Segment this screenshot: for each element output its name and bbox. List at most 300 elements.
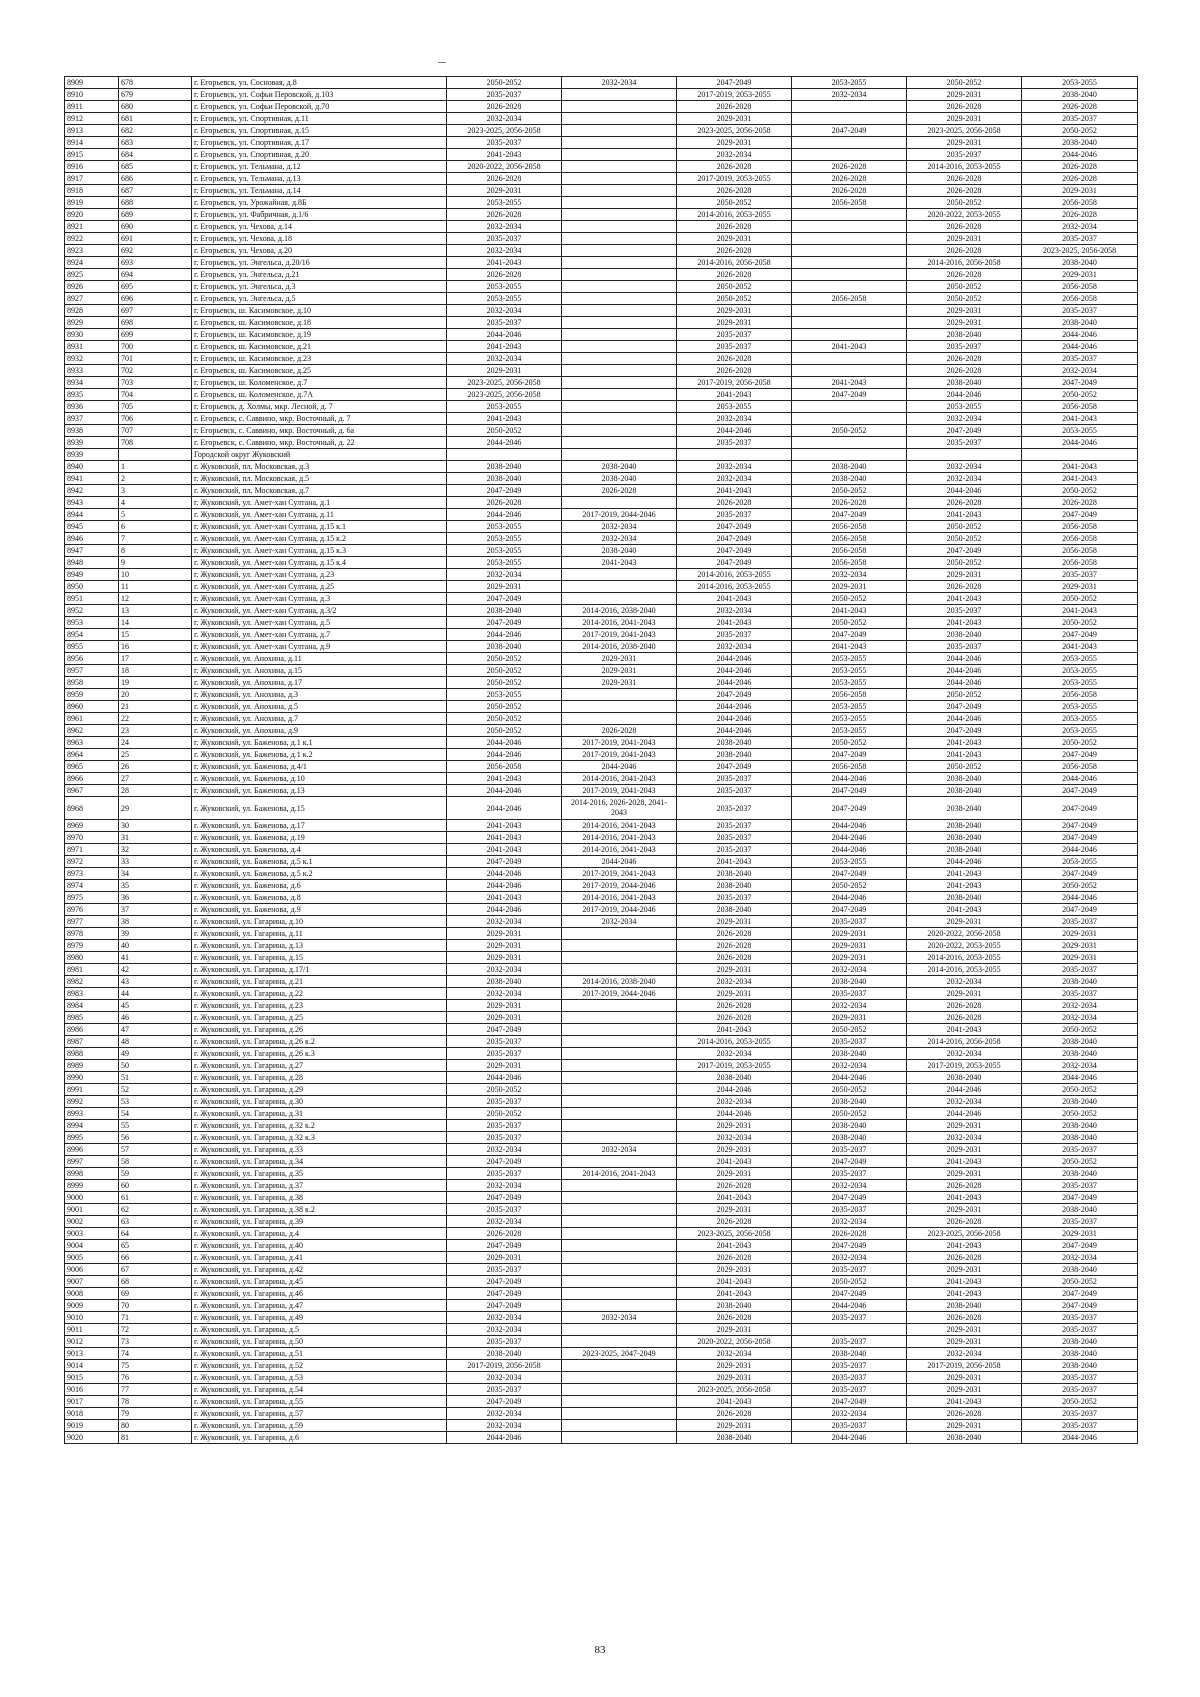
row-number-cell: 8928 [65,305,119,317]
period-2-cell [562,928,677,940]
table-row [65,797,1138,820]
period-2-cell [562,149,677,161]
period-3-cell: 2047-2049 [677,77,792,89]
address-cell: Городской округ Жуковский [192,449,447,461]
row-number-cell: 8909 [65,77,119,89]
local-number-cell: 680 [119,101,192,113]
period-3-cell: 2029-2031 [677,1420,792,1432]
local-number-cell: 22 [119,713,192,725]
period-6-cell: 2053-2055 [1022,77,1138,89]
period-1-cell: 2026-2028 [447,173,562,185]
local-number-cell: 75 [119,1360,192,1372]
table-row [65,533,1138,545]
table-row [65,89,1138,101]
period-2-cell [562,365,677,377]
period-1-cell: 2050-2052 [447,713,562,725]
period-5-cell: 2029-2031 [907,305,1022,317]
period-1-cell: 2029-2031 [447,928,562,940]
period-3-cell: 2023-2025, 2056-2058 [677,1384,792,1396]
period-4-cell: 2056-2058 [792,545,907,557]
address-cell: г. Жуковский, ул. Гагарина, д.47 [192,1300,447,1312]
table-row [65,305,1138,317]
table-row [65,545,1138,557]
period-3-cell: 2032-2034 [677,1096,792,1108]
period-2-cell: 2044-2046 [562,856,677,868]
period-1-cell: 2053-2055 [447,689,562,701]
table-row [65,677,1138,689]
period-6-cell: 2038-2040 [1022,1048,1138,1060]
period-6-cell: 2050-2052 [1022,1108,1138,1120]
row-number-cell: 8937 [65,413,119,425]
period-6-cell: 2056-2058 [1022,533,1138,545]
local-number-cell: 686 [119,173,192,185]
period-3-cell: 2014-2016, 2053-2055 [677,581,792,593]
local-number-cell: 64 [119,1228,192,1240]
row-number-cell: 8952 [65,605,119,617]
local-number-cell: 78 [119,1396,192,1408]
period-1-cell: 2035-2037 [447,1168,562,1180]
table-row [65,77,1138,89]
period-2-cell [562,1216,677,1228]
row-number-cell: 8950 [65,581,119,593]
period-1-cell: 2032-2034 [447,1144,562,1156]
row-number-cell: 9017 [65,1396,119,1408]
period-3-cell: 2050-2052 [677,293,792,305]
local-number-cell: 67 [119,1264,192,1276]
period-4-cell: 2038-2040 [792,1348,907,1360]
table-row [65,1336,1138,1348]
address-cell: г. Жуковский, ул. Гагарина, д.51 [192,1348,447,1360]
row-number-cell: 8984 [65,1000,119,1012]
address-cell: г. Жуковский, ул. Баженова, д.1 к.1 [192,737,447,749]
period-3-cell: 2032-2034 [677,605,792,617]
period-6-cell: 2053-2055 [1022,713,1138,725]
period-4-cell: 2047-2049 [792,868,907,880]
period-5-cell: 2041-2043 [907,1276,1022,1288]
period-6-cell: 2050-2052 [1022,1156,1138,1168]
period-1-cell: 2032-2034 [447,1420,562,1432]
table-row [65,257,1138,269]
local-number-cell: 684 [119,149,192,161]
table-row [65,725,1138,737]
address-cell: г. Жуковский, ул. Амет-хан Султана, д.15 к.3 [192,545,447,557]
period-6-cell: 2035-2037 [1022,305,1138,317]
table-row [65,245,1138,257]
period-6-cell: 2044-2046 [1022,329,1138,341]
period-5-cell: 2029-2031 [907,1264,1022,1276]
period-2-cell [562,209,677,221]
table-row [65,221,1138,233]
period-1-cell: 2038-2040 [447,461,562,473]
period-3-cell: 2023-2025, 2056-2058 [677,1228,792,1240]
period-2-cell: 2029-2031 [562,677,677,689]
period-1-cell: 2053-2055 [447,557,562,569]
table-row [65,281,1138,293]
period-4-cell: 2035-2037 [792,1360,907,1372]
period-3-cell: 2044-2046 [677,677,792,689]
address-cell: г. Егорьевск, д. Холмы, мкр. Лесной, д. 7 [192,401,447,413]
address-cell: г. Жуковский, ул. Амет-хан Султана, д.23 [192,569,447,581]
period-2-cell [562,952,677,964]
table-row [65,365,1138,377]
period-5-cell: 2032-2034 [907,1348,1022,1360]
period-1-cell: 2017-2019, 2056-2058 [447,1360,562,1372]
address-cell: г. Егорьевск, ул. Спортивная, д.17 [192,137,447,149]
period-2-cell [562,125,677,137]
period-2-cell: 2032-2034 [562,77,677,89]
period-2-cell [562,701,677,713]
period-1-cell: 2038-2040 [447,976,562,988]
period-4-cell [792,329,907,341]
period-3-cell: 2041-2043 [677,1024,792,1036]
period-1-cell: 2035-2037 [447,1336,562,1348]
local-number-cell: 20 [119,689,192,701]
period-3-cell: 2038-2040 [677,1072,792,1084]
period-6-cell: 2050-2052 [1022,1396,1138,1408]
period-5-cell: 2014-2016, 2056-2058 [907,257,1022,269]
local-number-cell: 73 [119,1336,192,1348]
period-5-cell: 2038-2040 [907,1300,1022,1312]
local-number-cell: 45 [119,1000,192,1012]
period-5-cell: 2044-2046 [907,1108,1022,1120]
table-row [65,617,1138,629]
row-number-cell: 8938 [65,425,119,437]
table-row [65,317,1138,329]
period-6-cell: 2035-2037 [1022,964,1138,976]
row-number-cell: 8980 [65,952,119,964]
period-5-cell: 2050-2052 [907,77,1022,89]
table-row [65,928,1138,940]
period-3-cell: 2044-2046 [677,653,792,665]
table-row [65,737,1138,749]
row-number-cell: 8963 [65,737,119,749]
period-5-cell: 2044-2046 [907,653,1022,665]
period-1-cell: 2029-2031 [447,940,562,952]
scan-mark [438,62,446,63]
period-4-cell [792,137,907,149]
period-6-cell: 2041-2043 [1022,473,1138,485]
address-cell: г. Егорьевск, ул. Спортивная, д.20 [192,149,447,161]
period-6-cell: 2029-2031 [1022,940,1138,952]
period-3-cell: 2029-2031 [677,964,792,976]
period-3-cell: 2032-2034 [677,641,792,653]
period-2-cell [562,1300,677,1312]
row-number-cell: 8992 [65,1096,119,1108]
period-1-cell: 2032-2034 [447,916,562,928]
address-cell: г. Жуковский, ул. Баженова, д.5 к.2 [192,868,447,880]
period-1-cell: 2029-2031 [447,185,562,197]
row-number-cell: 8975 [65,892,119,904]
period-5-cell: 2029-2031 [907,569,1022,581]
period-3-cell: 2041-2043 [677,617,792,629]
row-number-cell: 9002 [65,1216,119,1228]
period-5-cell: 2041-2043 [907,1156,1022,1168]
period-6-cell: 2038-2040 [1022,1132,1138,1144]
period-4-cell: 2044-2046 [792,773,907,785]
period-2-cell [562,1084,677,1096]
address-cell: г. Жуковский, ул. Гагарина, д.26 [192,1024,447,1036]
local-number-cell [119,449,192,461]
period-3-cell: 2026-2028 [677,1216,792,1228]
table-row [65,1084,1138,1096]
period-2-cell [562,305,677,317]
period-5-cell: 2041-2043 [907,593,1022,605]
period-3-cell: 2044-2046 [677,1084,792,1096]
local-number-cell: 678 [119,77,192,89]
row-number-cell: 8919 [65,197,119,209]
address-cell: г. Жуковский, пл. Московская, д.7 [192,485,447,497]
local-number-cell: 18 [119,665,192,677]
table-row [65,377,1138,389]
period-4-cell: 2026-2028 [792,173,907,185]
period-2-cell: 2017-2019, 2044-2046 [562,880,677,892]
period-3-cell: 2041-2043 [677,485,792,497]
period-1-cell: 2053-2055 [447,197,562,209]
period-4-cell: 2056-2058 [792,557,907,569]
period-6-cell: 2029-2031 [1022,581,1138,593]
table-row [65,1024,1138,1036]
period-5-cell: 2047-2049 [907,425,1022,437]
address-cell: г. Жуковский, ул. Гагарина, д.42 [192,1264,447,1276]
period-5-cell: 2026-2028 [907,173,1022,185]
period-6-cell: 2041-2043 [1022,461,1138,473]
local-number-cell: 10 [119,569,192,581]
period-2-cell [562,1120,677,1132]
period-3-cell: 2044-2046 [677,665,792,677]
period-1-cell: 2035-2037 [447,1264,562,1276]
period-5-cell: 2035-2037 [907,605,1022,617]
row-number-cell: 8918 [65,185,119,197]
period-1-cell: 2029-2031 [447,952,562,964]
period-4-cell: 2053-2055 [792,725,907,737]
period-1-cell: 2050-2052 [447,701,562,713]
address-cell: г. Егорьевск, ш. Касимовское, д.25 [192,365,447,377]
address-cell: г. Жуковский, ул. Амет-хан Султана, д.3/2 [192,605,447,617]
row-number-cell: 8978 [65,928,119,940]
address-cell: г. Жуковский, ул. Баженова, д.17 [192,820,447,832]
table-row [65,856,1138,868]
period-6-cell: 2035-2037 [1022,113,1138,125]
table-row [65,629,1138,641]
period-3-cell: 2029-2031 [677,113,792,125]
table-row [65,1348,1138,1360]
period-4-cell [792,449,907,461]
period-6-cell: 2038-2040 [1022,317,1138,329]
table-row [65,1324,1138,1336]
period-5-cell: 2026-2028 [907,1180,1022,1192]
address-cell: г. Жуковский, ул. Гагарина, д.37 [192,1180,447,1192]
period-3-cell: 2041-2043 [677,593,792,605]
period-2-cell: 2032-2034 [562,521,677,533]
period-4-cell [792,365,907,377]
local-number-cell: 688 [119,197,192,209]
period-2-cell [562,101,677,113]
table-row [65,425,1138,437]
period-2-cell: 2014-2016, 2041-2043 [562,773,677,785]
period-3-cell: 2044-2046 [677,425,792,437]
period-6-cell: 2035-2037 [1022,569,1138,581]
row-number-cell: 8911 [65,101,119,113]
period-5-cell: 2026-2028 [907,221,1022,233]
period-5-cell: 2041-2043 [907,1396,1022,1408]
period-4-cell: 2032-2034 [792,964,907,976]
period-5-cell: 2038-2040 [907,377,1022,389]
period-2-cell: 2017-2019, 2044-2046 [562,509,677,521]
address-cell: г. Жуковский, ул. Амет-хан Султана, д.7 [192,629,447,641]
table-row [65,473,1138,485]
period-2-cell [562,940,677,952]
period-2-cell [562,341,677,353]
table-row [65,521,1138,533]
period-2-cell: 2026-2028 [562,725,677,737]
period-4-cell: 2026-2028 [792,1228,907,1240]
period-1-cell: 2029-2031 [447,581,562,593]
local-number-cell: 690 [119,221,192,233]
local-number-cell: 707 [119,425,192,437]
period-3-cell: 2038-2040 [677,868,792,880]
table-row [65,1312,1138,1324]
period-2-cell [562,1204,677,1216]
local-number-cell: 76 [119,1372,192,1384]
period-2-cell [562,137,677,149]
row-number-cell: 9010 [65,1312,119,1324]
period-3-cell: 2026-2028 [677,161,792,173]
period-2-cell: 2032-2034 [562,916,677,928]
period-5-cell: 2032-2034 [907,1132,1022,1144]
period-5-cell: 2041-2043 [907,1024,1022,1036]
period-4-cell: 2038-2040 [792,461,907,473]
period-3-cell: 2032-2034 [677,473,792,485]
table-row [65,401,1138,413]
period-6-cell: 2047-2049 [1022,1240,1138,1252]
table-row [65,1228,1138,1240]
address-cell: г. Жуковский, ул. Гагарина, д.11 [192,928,447,940]
period-6-cell: 2044-2046 [1022,892,1138,904]
period-5-cell: 2050-2052 [907,557,1022,569]
period-1-cell: 2044-2046 [447,737,562,749]
period-5-cell: 2026-2028 [907,365,1022,377]
period-1-cell: 2044-2046 [447,868,562,880]
period-3-cell: 2047-2049 [677,521,792,533]
table-row [65,892,1138,904]
period-3-cell: 2029-2031 [677,1204,792,1216]
period-6-cell: 2056-2058 [1022,401,1138,413]
local-number-cell: 52 [119,1084,192,1096]
period-1-cell: 2047-2049 [447,1156,562,1168]
period-3-cell: 2047-2049 [677,689,792,701]
period-4-cell [792,233,907,245]
period-4-cell: 2035-2037 [792,1144,907,1156]
period-2-cell [562,401,677,413]
address-cell: г. Жуковский, ул. Гагарина, д.34 [192,1156,447,1168]
period-3-cell: 2032-2034 [677,1348,792,1360]
period-1-cell: 2038-2040 [447,473,562,485]
period-3-cell: 2032-2034 [677,461,792,473]
period-4-cell: 2029-2031 [792,1012,907,1024]
period-4-cell: 2044-2046 [792,844,907,856]
period-2-cell: 2032-2034 [562,1144,677,1156]
row-number-cell: 9016 [65,1384,119,1396]
table-row [65,1432,1138,1444]
period-6-cell: 2056-2058 [1022,521,1138,533]
period-5-cell: 2032-2034 [907,461,1022,473]
local-number-cell: 51 [119,1072,192,1084]
period-6-cell: 2032-2034 [1022,1252,1138,1264]
address-cell: г. Жуковский, ул. Гагарина, д.21 [192,976,447,988]
address-cell: г. Жуковский, ул. Гагарина, д.38 [192,1192,447,1204]
period-1-cell: 2026-2028 [447,497,562,509]
period-2-cell: 2014-2016, 2041-2043 [562,832,677,844]
period-4-cell [792,221,907,233]
period-2-cell [562,593,677,605]
table-row [65,1108,1138,1120]
row-number-cell: 8987 [65,1036,119,1048]
address-cell: г. Жуковский, ул. Амет-хан Султана, д.1 [192,497,447,509]
local-number-cell: 687 [119,185,192,197]
period-5-cell: 2047-2049 [907,701,1022,713]
row-number-cell: 8969 [65,820,119,832]
address-cell: г. Егорьевск, ул. Фабричная, д.1/6 [192,209,447,221]
period-2-cell: 2038-2040 [562,473,677,485]
period-5-cell: 2026-2028 [907,1408,1022,1420]
period-2-cell [562,1024,677,1036]
address-cell: г. Жуковский, ул. Баженова, д.10 [192,773,447,785]
period-1-cell: 2041-2043 [447,773,562,785]
row-number-cell: 8955 [65,641,119,653]
period-2-cell [562,89,677,101]
local-number-cell: 55 [119,1120,192,1132]
period-6-cell: 2026-2028 [1022,497,1138,509]
row-number-cell: 8967 [65,785,119,797]
period-4-cell: 2050-2052 [792,425,907,437]
period-3-cell: 2035-2037 [677,341,792,353]
period-1-cell [447,449,562,461]
row-number-cell: 9018 [65,1408,119,1420]
period-3-cell: 2017-2019, 2053-2055 [677,89,792,101]
period-2-cell: 2041-2043 [562,557,677,569]
period-1-cell: 2050-2052 [447,653,562,665]
address-cell: г. Жуковский, ул. Амет-хан Султана, д.9 [192,641,447,653]
period-1-cell: 2047-2049 [447,856,562,868]
period-3-cell: 2026-2028 [677,1252,792,1264]
address-cell: г. Егорьевск, ул. Энгельса, д.5 [192,293,447,305]
period-6-cell: 2050-2052 [1022,485,1138,497]
local-number-cell: 708 [119,437,192,449]
period-3-cell: 2014-2016, 2053-2055 [677,569,792,581]
period-6-cell: 2047-2049 [1022,868,1138,880]
period-6-cell: 2038-2040 [1022,1096,1138,1108]
period-5-cell: 2041-2043 [907,868,1022,880]
address-cell: г. Жуковский, ул. Амет-хан Султана, д.15 к.4 [192,557,447,569]
period-1-cell: 2050-2052 [447,665,562,677]
period-6-cell [1022,449,1138,461]
period-6-cell: 2056-2058 [1022,197,1138,209]
period-4-cell [792,149,907,161]
period-5-cell: 2026-2028 [907,497,1022,509]
local-number-cell: 15 [119,629,192,641]
row-number-cell: 8910 [65,89,119,101]
period-2-cell [562,1048,677,1060]
address-cell: г. Жуковский, ул. Баженова, д.5 к.1 [192,856,447,868]
period-2-cell [562,161,677,173]
table-row [65,1060,1138,1072]
period-6-cell: 2047-2049 [1022,749,1138,761]
period-2-cell [562,1060,677,1072]
local-number-cell: 698 [119,317,192,329]
period-3-cell [677,449,792,461]
address-cell: г. Егорьевск, ул. Софьи Перовской, д.103 [192,89,447,101]
local-number-cell: 63 [119,1216,192,1228]
